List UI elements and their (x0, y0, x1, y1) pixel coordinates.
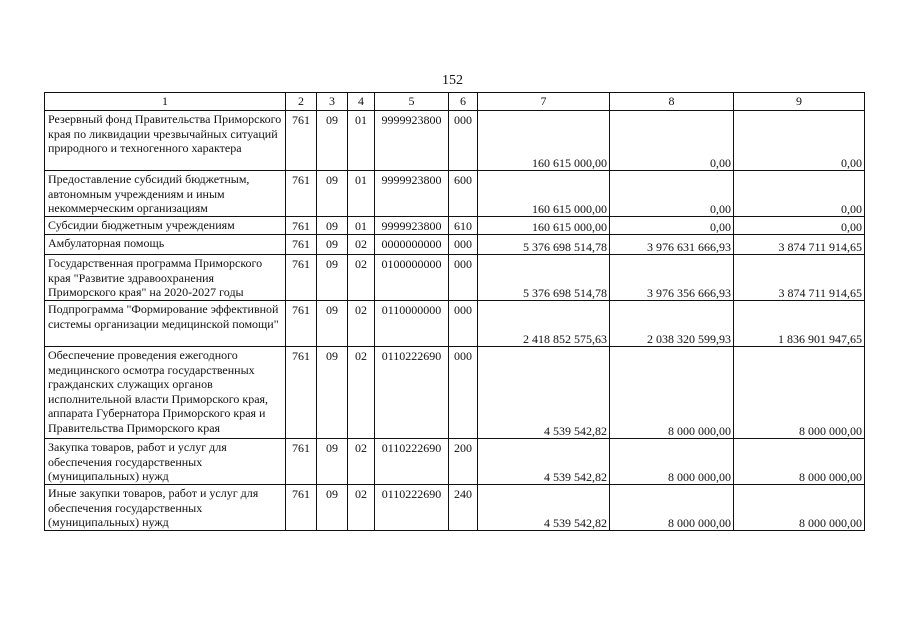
row-name: Подпрограмма "Формирование эффективной системы организации медицинской помощи" (45, 301, 286, 347)
row-admin-code: 761 (286, 235, 317, 255)
row-admin-code: 761 (286, 301, 317, 347)
row-expense-type: 000 (449, 235, 478, 255)
row-amount-8: 8 000 000,00 (610, 347, 734, 439)
row-admin-code: 761 (286, 255, 317, 301)
col-header-1: 1 (45, 93, 286, 111)
row-name: Иные закупки товаров, работ и услуг для обеспечения государственных (муниципальных) нужд (45, 485, 286, 531)
col-header-5: 5 (375, 93, 449, 111)
row-subsection: 02 (348, 235, 375, 255)
row-amount-8: 8 000 000,00 (610, 439, 734, 485)
row-expense-type: 000 (449, 301, 478, 347)
row-expense-type: 200 (449, 439, 478, 485)
row-amount-9: 8 000 000,00 (734, 439, 865, 485)
row-subsection: 01 (348, 171, 375, 217)
row-target-article: 0100000000 (375, 255, 449, 301)
row-target-article: 9999923800 (375, 217, 449, 235)
row-subsection: 02 (348, 347, 375, 439)
col-header-8: 8 (610, 93, 734, 111)
row-amount-9: 3 874 711 914,65 (734, 235, 865, 255)
row-name: Закупка товаров, работ и услуг для обеспечения государственных (муниципальных) нужд (45, 439, 286, 485)
row-admin-code: 761 (286, 485, 317, 531)
row-section: 09 (317, 235, 348, 255)
row-name: Субсидии бюджетным учреждениям (45, 217, 286, 235)
row-amount-7: 5 376 698 514,78 (478, 255, 610, 301)
col-header-9: 9 (734, 93, 865, 111)
row-name: Государственная программа Приморского края "Развитие здравоохранения Приморского края" на 2020-2027 годы (45, 255, 286, 301)
col-header-2: 2 (286, 93, 317, 111)
budget-table (44, 92, 865, 531)
table-row (45, 235, 865, 255)
row-expense-type: 240 (449, 485, 478, 531)
row-subsection: 02 (348, 301, 375, 347)
row-amount-7: 4 539 542,82 (478, 485, 610, 531)
row-amount-7: 4 539 542,82 (478, 439, 610, 485)
row-target-article: 0110222690 (375, 439, 449, 485)
row-target-article: 9999923800 (375, 171, 449, 217)
table-row (45, 217, 865, 235)
row-section: 09 (317, 485, 348, 531)
row-amount-8: 3 976 631 666,93 (610, 235, 734, 255)
row-subsection: 02 (348, 485, 375, 531)
header-row (45, 93, 865, 111)
row-expense-type: 000 (449, 255, 478, 301)
row-section: 09 (317, 255, 348, 301)
row-target-article: 0110222690 (375, 485, 449, 531)
col-header-3: 3 (317, 93, 348, 111)
row-amount-7: 4 539 542,82 (478, 347, 610, 439)
row-subsection: 01 (348, 217, 375, 235)
row-admin-code: 761 (286, 347, 317, 439)
row-name: Резервный фонд Правительства Приморского края по ликвидации чрезвычайных ситуаций природного и техногенного характера (45, 111, 286, 171)
row-expense-type: 600 (449, 171, 478, 217)
row-amount-7: 5 376 698 514,78 (478, 235, 610, 255)
col-header-7: 7 (478, 93, 610, 111)
row-amount-9: 8 000 000,00 (734, 485, 865, 531)
table-row (45, 347, 865, 439)
row-admin-code: 761 (286, 171, 317, 217)
col-header-4: 4 (348, 93, 375, 111)
table-row (45, 111, 865, 171)
row-amount-8: 0,00 (610, 217, 734, 235)
row-name: Обеспечение проведения ежегодного медицинского осмотра государственных гражданских служащих органов исполнительной власти Приморского края, аппарата Губернатора Приморского края и Правительства Приморского края (45, 347, 286, 439)
page-number: 152 (442, 73, 463, 88)
row-target-article: 0110000000 (375, 301, 449, 347)
row-section: 09 (317, 111, 348, 171)
table-row (45, 439, 865, 485)
row-amount-8: 0,00 (610, 111, 734, 171)
row-section: 09 (317, 301, 348, 347)
row-subsection: 02 (348, 439, 375, 485)
row-amount-9: 3 874 711 914,65 (734, 255, 865, 301)
row-admin-code: 761 (286, 217, 317, 235)
row-amount-9: 0,00 (734, 217, 865, 235)
row-admin-code: 761 (286, 439, 317, 485)
row-amount-9: 0,00 (734, 111, 865, 171)
row-amount-7: 160 615 000,00 (478, 111, 610, 171)
table-row (45, 171, 865, 217)
row-amount-9: 0,00 (734, 171, 865, 217)
row-amount-8: 8 000 000,00 (610, 485, 734, 531)
row-subsection: 01 (348, 111, 375, 171)
row-amount-7: 2 418 852 575,63 (478, 301, 610, 347)
row-amount-9: 1 836 901 947,65 (734, 301, 865, 347)
table-row (45, 301, 865, 347)
row-target-article: 0000000000 (375, 235, 449, 255)
row-amount-7: 160 615 000,00 (478, 217, 610, 235)
row-admin-code: 761 (286, 111, 317, 171)
row-amount-8: 0,00 (610, 171, 734, 217)
row-section: 09 (317, 439, 348, 485)
row-expense-type: 000 (449, 111, 478, 171)
row-amount-9: 8 000 000,00 (734, 347, 865, 439)
row-target-article: 0110222690 (375, 347, 449, 439)
row-amount-7: 160 615 000,00 (478, 171, 610, 217)
row-section: 09 (317, 347, 348, 439)
row-expense-type: 000 (449, 347, 478, 439)
row-subsection: 02 (348, 255, 375, 301)
row-section: 09 (317, 217, 348, 235)
row-target-article: 9999923800 (375, 111, 449, 171)
row-name: Амбулаторная помощь (45, 235, 286, 255)
table-row (45, 485, 865, 531)
row-amount-8: 3 976 356 666,93 (610, 255, 734, 301)
row-amount-8: 2 038 320 599,93 (610, 301, 734, 347)
row-section: 09 (317, 171, 348, 217)
col-header-6: 6 (449, 93, 478, 111)
row-expense-type: 610 (449, 217, 478, 235)
table-row (45, 255, 865, 301)
row-name: Предоставление субсидий бюджетным, автономным учреждениям и иным некоммерческим организациям (45, 171, 286, 217)
